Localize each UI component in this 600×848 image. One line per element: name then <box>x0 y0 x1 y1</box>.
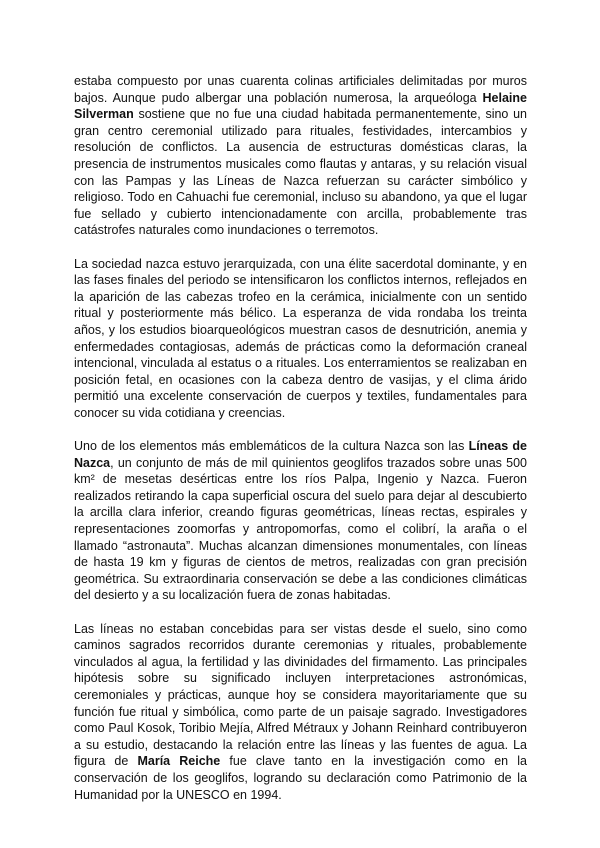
bold-name-helaine-silverman: Helaine Silverman <box>74 90 527 122</box>
paragraph-text: Las líneas no estaban concebidas para ser vistas desde el suelo, sino como caminos sagrados recorridos durante ceremonias y rituales, probablemente vinculados al agua, la fertilidad y las divinidades del firmamento. Las principales hipótesis sobre su significado incluyen interpretaciones astronómicas, ceremoniales y prácticas, aunque hoy se considera mayoritariamente que su función fue ritual y simbólica, como parte de un paisaje sagrado. Investigadores como Paul Kosok, Toribio Mejía, Alfred Métraux y Johann Reinhard contribuyeron a su estudio, destacando la relación entre las líneas y las fuentes de agua. La figura de <box>74 621 527 769</box>
paragraph-significado-lineas <box>74 621 527 804</box>
bold-name-maria-reiche: María Reiche <box>137 754 221 769</box>
paragraph-text: La sociedad nazca estuvo jerarquizada, con una élite sacerdotal dominante, y en las fases finales del periodo se intensificaron los conflictos internos, reflejados en la aparición de las cabezas trofeo en la cerámica, inicialmente con un sentido ritual y posteriormente más bélico. La esperanza de vida rondaba los treinta años, y los estudios bioarqueológicos muestran casos de desnutrición, anemia y enfermedades contagiosas, además de prácticas como la deformación craneal intencional, vinculada al estatus o a rituales. Los enterramientos se realizaban en posición fetal, en ocasiones con la cabeza dentro de vasijas, y el clima árido permitió una excelente conservación de cuerpos y textiles, fundamentales para conocer su vida cotidiana y creencias. <box>74 256 527 420</box>
paragraph-text: fue clave tanto en la investigación como en la conservación de los geoglifos, logrando su declaración como Patrimonio de la Humanidad por la UNESCO en 1994. <box>74 754 528 802</box>
paragraph-text: Uno de los elementos más emblemáticos de la cultura Nazca son las <box>74 439 469 454</box>
paragraph-text: estaba compuesto por unas cuarenta colinas artificiales delimitadas por muros bajos. Aunque pudo albergar una población numerosa, la arqueóloga <box>74 74 527 105</box>
document-page <box>74 73 527 803</box>
paragraph-text: , un conjunto de más de mil quinientos geoglifos trazados sobre unas 500 km² de mesetas desérticas entre los ríos Palpa, Ingenio y Nazca. Fueron realizados retirando la capa superficial oscura del suelo para dejar al descubierto la arcilla clara inferior, creando figuras geométricas, líneas rectas, espirales y representaciones zoomorfas y antropomorfas, como el colibrí, la araña o el llamado “astronauta”. Muchas alcanzan dimensiones monumentales, con líneas de hasta 19 km y figuras de cientos de metros, realizadas con gran precisión geométrica. Su extraordinaria conservación se debe a las condiciones climáticas del desierto y a su localización fuera de zonas habitadas. <box>74 455 527 603</box>
paragraph-cahuachi <box>74 73 527 239</box>
paragraph-sociedad-nazca <box>74 256 527 422</box>
bold-term-lineas-de-nazca: Líneas de Nazca <box>74 439 527 470</box>
paragraph-text: sostiene que no fue una ciudad habitada permanentemente, sino un gran centro ceremonial utilizado para rituales, festividades, intercambios y resolución de conflictos. La ausencia de estructuras domésticas claras, la presencia de instrumentos musicales como flautas y antaras, y su relación visual con las Pampas y las Líneas de Nazca refuerzan su carácter simbólico y religioso. Todo en Cahuachi fue ceremonial, incluso su abandono, ya que el lugar fue sellado y cubierto intencionadamente con arcilla, probablemente tras catástrofes naturales como inundaciones o terremotos. <box>74 107 527 238</box>
paragraph-lineas-de-nazca <box>74 438 527 604</box>
